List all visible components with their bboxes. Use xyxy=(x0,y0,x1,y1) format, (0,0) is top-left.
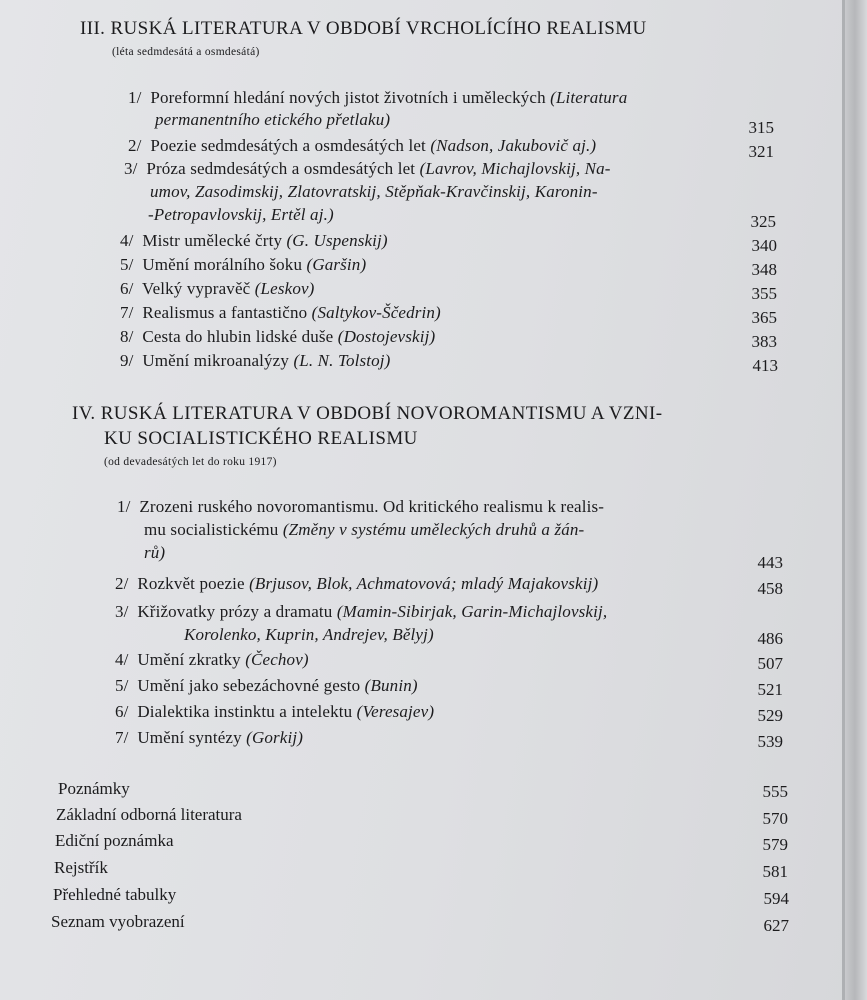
toc-entry-iii-1: 1/ Poreformní hledání nových jistot životních i uměleckých (Literatura xyxy=(128,88,628,107)
toc-page-iv-3: 486 xyxy=(757,629,783,648)
toc-page-iv-5: 521 xyxy=(757,680,783,699)
toc-page-iv-4: 507 xyxy=(757,654,783,673)
toc-entry-iii-3-cont2: -Petropavlovskij, Ertěl aj.) xyxy=(148,205,334,224)
toc-entry-iii-6: 6/ Velký vypravěč (Leskov) xyxy=(120,279,315,298)
toc-back-illustrations: Seznam vyobrazení xyxy=(51,912,185,931)
toc-back-illustrations-page: 627 xyxy=(763,916,789,935)
section-iv-subtitle: (od devadesátých let do roku 1917) xyxy=(104,456,277,468)
toc-entry-iii-7: 7/ Realismus a fantastično (Saltykov-Ščedrin) xyxy=(120,303,441,322)
toc-page-iii-6: 355 xyxy=(751,284,777,303)
toc-entry-iv-5: 5/ Umění jako sebezáchovné gesto (Bunin) xyxy=(115,676,418,695)
toc-entry-iv-1-cont2: rů) xyxy=(144,543,166,562)
toc-back-notes-page: 555 xyxy=(762,782,788,801)
section-iii-heading: III. RUSKÁ LITERATURA V OBDOBÍ VRCHOLÍCÍHO REALISMU xyxy=(80,18,647,39)
toc-page-iii-5: 348 xyxy=(751,260,777,279)
toc-entry-iii-1-cont: permanentního etického přetlaku) xyxy=(155,110,391,129)
page-edge-shadow xyxy=(842,0,845,1000)
toc-entry-iv-2: 2/ Rozkvět poezie (Brjusov, Blok, Achmatovová; mladý Majakovskij) xyxy=(115,574,599,593)
toc-entry-iii-9: 9/ Umění mikroanalýzy (L. N. Tolstoj) xyxy=(120,351,391,370)
toc-entry-iii-8: 8/ Cesta do hlubin lidské duše (Dostojevskij) xyxy=(120,327,436,346)
toc-page-iii-4: 340 xyxy=(751,236,777,255)
toc-back-index: Rejstřík xyxy=(54,858,108,877)
toc-entry-iv-1: 1/ Zrozeni ruského novoromantismu. Od kritického realismu k realis- xyxy=(117,497,605,516)
section-iv-heading-line2: KU SOCIALISTICKÉHO REALISMU xyxy=(104,428,418,449)
toc-page-iv-2: 458 xyxy=(757,579,783,598)
toc-entry-iii-5: 5/ Umění morálního šoku (Garšin) xyxy=(120,255,367,274)
toc-page-iv-6: 529 xyxy=(757,706,783,725)
toc-back-edition-note: Ediční poznámka xyxy=(55,831,174,850)
toc-back-edition-note-page: 579 xyxy=(762,835,788,854)
toc-entry-iii-3: 3/ Próza sedmdesátých a osmdesátých let (Lavrov, Michajlovskij, Na- xyxy=(124,159,611,178)
toc-page-iii-7: 365 xyxy=(751,308,777,327)
toc-page-iii-9: 413 xyxy=(752,356,778,375)
section-iii-subtitle: (léta sedmdesátá a osmdesátá) xyxy=(112,46,260,58)
toc-entry-iii-2: 2/ Poezie sedmdesátých a osmdesátých let (Nadson, Jakubovič aj.) xyxy=(128,136,597,155)
toc-page-iv-7: 539 xyxy=(757,732,783,751)
toc-entry-iv-7: 7/ Umění syntézy (Gorkij) xyxy=(115,728,304,747)
toc-entry-iv-4: 4/ Umění zkratky (Čechov) xyxy=(115,650,309,669)
toc-page-iii-8: 383 xyxy=(751,332,777,351)
toc-entry-iv-1-cont1: mu socialistickému (Změny v systému uměleckých druhů a žán- xyxy=(144,520,585,539)
toc-back-tables-page: 594 xyxy=(763,889,789,908)
toc-page-iii-1: 315 xyxy=(748,118,774,137)
toc-entry-iv-3: 3/ Křižovatky prózy a dramatu (Mamin-Sibirjak, Garin-Michajlovskij, xyxy=(115,602,608,621)
toc-back-literature: Základní odborná literatura xyxy=(56,805,242,824)
toc-entry-iii-3-cont1: umov, Zasodimskij, Zlatovratskij, Stěpňak-Kravčinskij, Karonin- xyxy=(150,182,598,201)
page-edge xyxy=(845,0,867,1000)
toc-entry-iv-3-cont: Korolenko, Kuprin, Andrejev, Bělyj) xyxy=(184,625,434,644)
toc-page-iii-3: 325 xyxy=(750,212,776,231)
toc-back-notes: Poznámky xyxy=(58,779,130,798)
toc-back-tables: Přehledné tabulky xyxy=(53,885,177,904)
toc-back-index-page: 581 xyxy=(762,862,788,881)
toc-entry-iv-6: 6/ Dialektika instinktu a intelektu (Veresajev) xyxy=(115,702,435,721)
section-iv-heading-line1: IV. RUSKÁ LITERATURA V OBDOBÍ NOVOROMANTISMU A VZNI- xyxy=(72,403,663,424)
toc-back-literature-page: 570 xyxy=(762,809,788,828)
toc-page-iii-2: 321 xyxy=(748,142,774,161)
toc-page-iv-1: 443 xyxy=(757,553,783,572)
toc-entry-iii-4: 4/ Mistr umělecké črty (G. Uspenskij) xyxy=(120,231,388,250)
